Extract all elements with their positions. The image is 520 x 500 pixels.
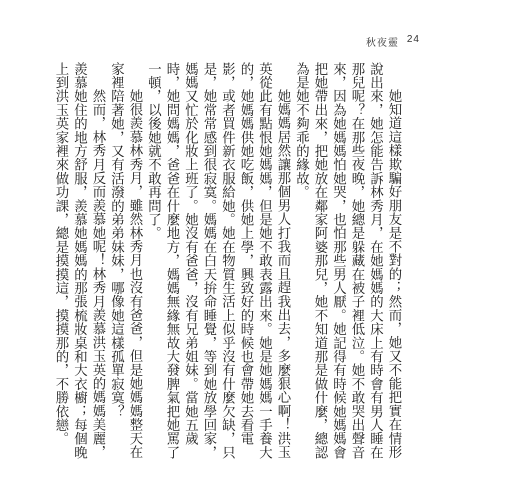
paragraph: 她媽媽居然讓那個男人打我而且趕我出去，多麼狠心啊！洪玉英從此有點恨她媽媽，但是她不敢表露出來。她是她媽媽一手養大的，她媽媽供她吃飯，供她上學，興致好的時候也會帶她去看電影，或者買件新衣服給她。她在物質生活上似乎沒有什麼欠缺，只是，她常常感到很寂寞。媽媽在白天拚命睡覺，等到她放學回家，媽媽又忙於化妝上班了。她沒有爸爸，沒有兄弟姐妹。當她五歲時，她問媽媽，爸爸在什麼地方，媽媽無緣無故大發脾氣把她罵了一頓，以後她就不敢再問了。: [145, 62, 290, 460]
paragraph: 她知道這樣欺騙好朋友是不對的；然而，她又不能把實在情形說出來，她怎能告訴林秀月，在她媽媽的大床上有時會有男人睡在那兒呢？在那些夜晚，她總是躲藏在被子裡低泣。她不敢哭出聲音來，因為她媽媽怕她哭，也怕那些男人厭。她記得有時候她媽媽會把她帶出來，把她放在鄰家阿婆那兒，她不知道那是做什麼，總認為是她不夠乖的緣故。: [293, 62, 401, 460]
paragraph: 然而，林秀月反而羨慕她呢！林秀月羨慕洪玉英的媽媽美麗，羨慕她住的地方舒服，羨慕她媽媽的那張梳妝桌和大衣櫥；每個晚上到洪玉英家裡來做功課，總是摸摸這，摸摸那的，不勝依戀。: [53, 62, 105, 460]
running-head: [366, 34, 420, 49]
paragraph: 她很羨慕林秀月，雖然林秀月也沒有爸爸，但是她媽媽整天在家裡陪著她，又有活潑的弟弟妹妹，哪像她這樣孤單寂寞？: [108, 62, 142, 459]
book-title: 秋夜靈: [365, 38, 399, 49]
body-text: [53, 62, 402, 472]
page-number: 24: [406, 34, 420, 45]
